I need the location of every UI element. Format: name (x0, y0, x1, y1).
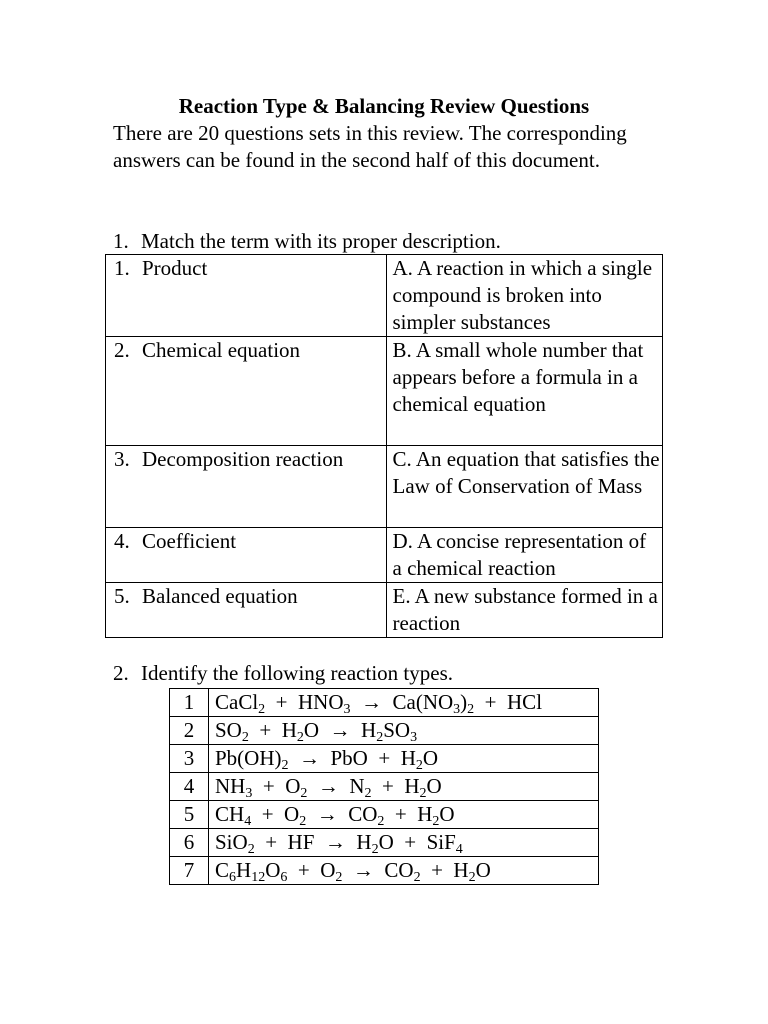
chemical-formula (356, 830, 394, 857)
formula-subscript: 3 (453, 702, 461, 717)
chemical-formula (392, 690, 475, 717)
formula-text: N (349, 774, 365, 798)
reaction-equation (209, 857, 599, 885)
question-2-prompt: Identify the following reaction types. (141, 661, 453, 685)
formula-text: O (422, 746, 439, 770)
reaction-equation (209, 829, 599, 857)
formula-text: Ca(NO (392, 690, 454, 714)
chemical-formula (384, 858, 421, 885)
formula-subscript: 12 (251, 870, 266, 885)
chemical-formula (400, 746, 439, 773)
formula-text: SiF (426, 830, 456, 854)
chemical-formula (361, 718, 418, 745)
question-2-heading (113, 660, 453, 687)
reaction-table (169, 688, 599, 885)
question-1-number: 1. (113, 229, 129, 253)
reaction-equation (209, 689, 599, 717)
formula-text: O (426, 774, 442, 798)
reaction-arrow-icon: → (307, 774, 350, 798)
formula-text: SO (215, 718, 242, 742)
table-row (170, 801, 599, 829)
formula-text: H (453, 858, 469, 882)
chemical-formula (453, 858, 491, 885)
table-row (106, 528, 663, 583)
term-number: 5. (114, 584, 130, 608)
formula-subscript: 2 (419, 786, 427, 801)
question-1-heading (113, 228, 501, 255)
formula-subscript: 3 (410, 730, 418, 745)
plus-sign: + (420, 858, 454, 882)
formula-subscript: 2 (377, 814, 385, 829)
description-cell: B. A small whole number that appears before a formula in a chemical equation (386, 337, 663, 446)
chemical-formula (215, 802, 252, 829)
term-cell (106, 583, 387, 638)
term-number: 1. (114, 256, 130, 280)
formula-subscript: 2 (241, 730, 249, 745)
term-text: Product (142, 256, 208, 280)
plus-sign: + (251, 802, 285, 826)
reaction-equation (209, 773, 599, 801)
formula-subscript: 2 (258, 702, 266, 717)
formula-subscript: 4 (455, 842, 463, 857)
formula-text: O (303, 718, 320, 742)
chemical-formula (348, 802, 385, 829)
reaction-number: 7 (170, 857, 209, 885)
formula-text: O (320, 858, 336, 882)
plus-sign: + (384, 802, 418, 826)
formula-text: HNO (298, 690, 344, 714)
formula-text: O (475, 858, 491, 882)
matching-table (105, 254, 663, 638)
plus-sign: + (393, 830, 427, 854)
chemical-formula (284, 802, 307, 829)
formula-text: PbO (330, 746, 368, 770)
formula-text: CaCl (215, 690, 259, 714)
formula-subscript: 2 (371, 842, 379, 857)
reaction-arrow-icon: → (314, 830, 357, 854)
chemical-formula (331, 746, 368, 770)
chemical-formula (298, 690, 351, 717)
formula-text: H (417, 802, 433, 826)
chemical-formula (285, 774, 308, 801)
intro-paragraph: There are 20 questions sets in this review. The corresponding answers can be found in the second half of this document. (113, 121, 627, 172)
reaction-equation (209, 745, 599, 773)
chemical-formula (320, 858, 343, 885)
plus-sign: + (287, 858, 321, 882)
formula-text: H (361, 718, 377, 742)
plus-sign: + (371, 774, 405, 798)
term-text: Balanced equation (142, 584, 298, 608)
chemical-formula (215, 830, 255, 857)
reaction-arrow-icon: → (288, 746, 331, 770)
table-row (106, 446, 663, 528)
formula-text: SiO (215, 830, 248, 854)
formula-text: HCl (507, 690, 543, 714)
formula-subscript: 2 (281, 758, 289, 773)
formula-subscript: 2 (467, 702, 475, 717)
formula-text: ) (460, 690, 468, 714)
question-1-prompt: Match the term with its proper description. (141, 229, 501, 253)
formula-subscript: 3 (343, 702, 351, 717)
formula-subscript: 2 (432, 814, 440, 829)
formula-subscript: 6 (229, 870, 237, 885)
formula-text: O (284, 802, 300, 826)
term-cell (106, 528, 387, 583)
formula-subscript: 2 (376, 730, 384, 745)
description-cell: C. An equation that satisfies the Law of Conservation of Mass (386, 446, 663, 528)
plus-sign: + (367, 746, 401, 770)
reaction-table-body (170, 689, 599, 885)
formula-subscript: 2 (296, 730, 304, 745)
plus-sign: + (252, 774, 286, 798)
table-row (106, 255, 663, 337)
reaction-number: 6 (170, 829, 209, 857)
plus-sign: + (265, 690, 299, 714)
formula-subscript: 3 (245, 786, 253, 801)
formula-text: NH (215, 774, 246, 798)
formula-subscript: 2 (413, 870, 421, 885)
formula-subscript: 2 (247, 842, 255, 857)
table-row (170, 689, 599, 717)
plus-sign: + (474, 690, 508, 714)
plus-sign: + (254, 830, 288, 854)
formula-text: O (265, 858, 281, 882)
formula-text: H (236, 858, 252, 882)
reaction-arrow-icon: → (350, 690, 393, 714)
chemical-formula (281, 718, 320, 745)
reaction-equation (209, 801, 599, 829)
formula-subscript: 2 (335, 870, 343, 885)
table-row (170, 745, 599, 773)
formula-subscript: 6 (280, 870, 288, 885)
formula-subscript: 2 (299, 814, 307, 829)
reaction-equation (209, 717, 599, 745)
formula-text: CH (215, 802, 245, 826)
question-2-number: 2. (113, 661, 129, 685)
formula-text: O (378, 830, 394, 854)
chemical-formula (507, 690, 542, 714)
formula-subscript: 2 (415, 758, 423, 773)
term-cell (106, 337, 387, 446)
table-row (170, 857, 599, 885)
reaction-number: 5 (170, 801, 209, 829)
formula-text: H (404, 774, 420, 798)
term-number: 3. (114, 447, 130, 471)
formula-subscript: 2 (468, 870, 476, 885)
formula-text: SO (383, 718, 411, 742)
reaction-arrow-icon: → (342, 858, 385, 882)
description-cell: A. A reaction in which a single compound is broken into simpler substances (386, 255, 663, 337)
description-cell: D. A concise representation of a chemical reaction (386, 528, 663, 583)
term-number: 4. (114, 529, 130, 553)
reaction-number: 3 (170, 745, 209, 773)
chemical-formula (215, 746, 289, 773)
chemical-formula (404, 774, 442, 801)
chemical-formula (426, 830, 463, 857)
formula-subscript: 2 (364, 786, 372, 801)
reaction-number: 4 (170, 773, 209, 801)
formula-text: HF (287, 830, 315, 854)
plus-sign: + (248, 718, 282, 742)
document-title: Reaction Type & Balancing Review Questions (178, 94, 590, 118)
reaction-arrow-icon: → (306, 802, 349, 826)
chemical-formula (215, 718, 249, 745)
term-cell (106, 255, 387, 337)
formula-text: CO (384, 858, 414, 882)
chemical-formula (215, 858, 288, 885)
reaction-number: 2 (170, 717, 209, 745)
term-text: Chemical equation (142, 338, 301, 362)
formula-text: H (400, 746, 416, 770)
description-cell: E. A new substance formed in a reaction (386, 583, 663, 638)
formula-text: H (356, 830, 372, 854)
table-row (106, 337, 663, 446)
table-row (170, 773, 599, 801)
table-row (106, 583, 663, 638)
formula-text: CO (348, 802, 378, 826)
reaction-arrow-icon: → (319, 718, 362, 742)
formula-text: Pb(OH) (215, 746, 282, 770)
formula-text: H (281, 718, 297, 742)
formula-subscript: 2 (300, 786, 308, 801)
reaction-number: 1 (170, 689, 209, 717)
term-cell (106, 446, 387, 528)
formula-text: O (285, 774, 301, 798)
term-text: Coefficient (142, 529, 237, 553)
chemical-formula (417, 802, 455, 829)
formula-text: C (215, 858, 230, 882)
chemical-formula (215, 774, 253, 801)
formula-text: O (439, 802, 455, 826)
chemical-formula (349, 774, 372, 801)
chemical-formula (215, 690, 266, 717)
chemical-formula (288, 830, 315, 854)
term-text: Decomposition reaction (142, 447, 344, 471)
term-number: 2. (114, 338, 130, 362)
table-row (170, 829, 599, 857)
formula-subscript: 4 (244, 814, 252, 829)
table-row (170, 717, 599, 745)
